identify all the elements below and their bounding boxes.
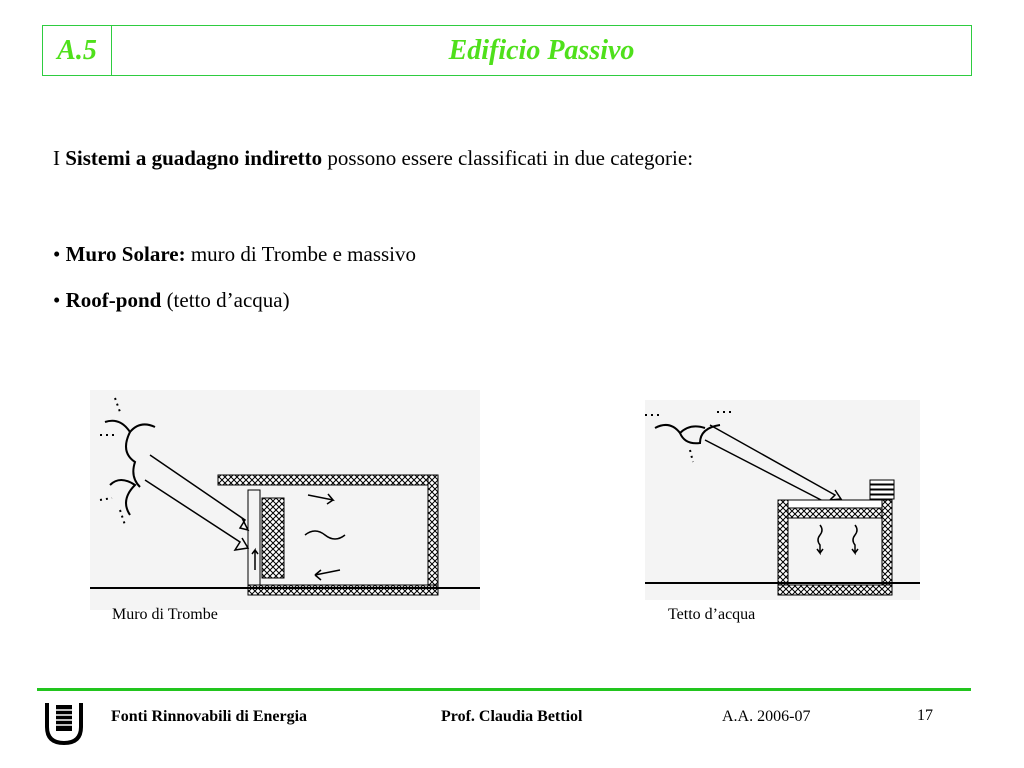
bullet-bold: Muro Solare: [65,242,186,266]
bullet-bold: Roof-pond [65,288,162,312]
footer-rule [37,688,971,691]
section-code: A.5 [43,26,112,75]
figure-caption: Muro di Trombe [112,606,218,623]
intro-text [53,146,693,171]
trombe-wall-diagram-icon [90,390,480,610]
intro-bold: Sistemi a guadagno indiretto [65,146,323,170]
bullet-item [53,242,416,267]
slide-title: Edificio Passivo [448,34,635,66]
bullet-marker: • [53,242,61,266]
bullet-rest: muro di Trombe e massivo [185,242,417,266]
footer-course: Fonti Rinnovabili di Energia [111,708,308,725]
footer-year: A.A. 2006-07 [722,708,811,725]
university-logo-icon [44,701,84,745]
roof-pond-diagram-icon [645,400,920,600]
footer-professor: Prof. Claudia Bettiol [441,708,583,725]
bullet-marker: • [53,288,61,312]
trombe-wall-figure [90,390,480,610]
intro-rest: possono essere classificati in due categorie: [322,146,694,170]
roof-pond-figure [645,400,920,600]
bullet-rest: (tetto d’acqua) [161,288,290,312]
slide-header [42,25,972,76]
page-number: 17 [917,707,933,724]
intro-prefix: I [53,146,66,170]
figure-caption: Tetto d’acqua [668,606,756,623]
bullet-item [53,288,290,313]
